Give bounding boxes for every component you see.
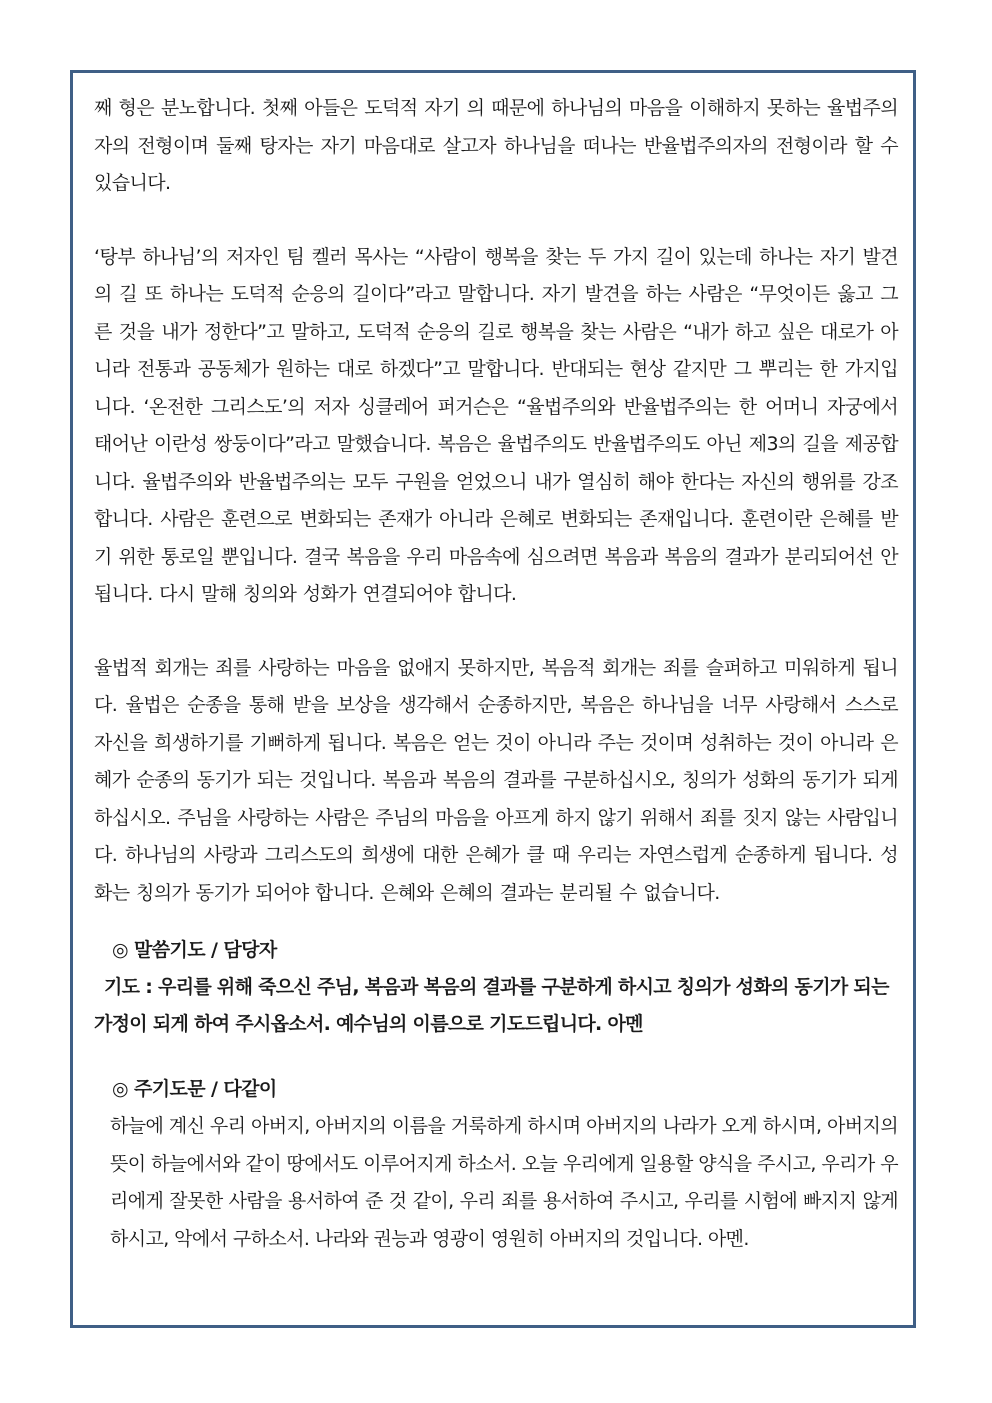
prayer-section-title: ◎ 말씀기도 / 담당자: [112, 939, 277, 961]
document-body: [94, 90, 898, 1258]
prayer-section: [94, 932, 898, 1043]
paragraph-3: 율법적 회개는 죄를 사랑하는 마음을 없애지 못하지만, 복음적 회개는 죄를 슬퍼하고 미워하게 됩니다. 율법은 순종을 통해 받을 보상을 생각해서 순종하지만, 복음은 하나님을 너무 사랑해서 스스로 자신을 희생하기를 기뻐하게 됩니다. 복음은 얻는 것이 아니라 주는 것이며 성취하는 것이 아니라 은혜가 순종의 동기가 되는 것입니다. 복음과 복음의 결과를 구분하십시오, 칭의가 성화의 동기가 되게 하십시오. 주님을 사랑하는 사람은 주님의 마음을 아프게 하지 않기 위해서 죄를 짓지 않는 사람입니다. 하나님의 사랑과 그리스도의 희생에 대한 은혜가 클 때 우리는 자연스럽게 순종하게 됩니다. 성화는 칭의가 동기가 되어야 합니다. 은혜와 은혜의 결과는 분리될 수 없습니다.: [94, 656, 898, 904]
paragraph-1: 째 형은 분노합니다. 첫째 아들은 도덕적 자기 의 때문에 하나님의 마음을 이해하지 못하는 율법주의자의 전형이며 둘째 탕자는 자기 마음대로 살고자 하나님을 떠나는 반율법주의자의 전형이라 할 수 있습니다.: [94, 97, 898, 194]
prayer-text-line-1: 기도 : 우리를 위해 죽으신 주님, 복음과 복음의 결과를 구분하게 하시고 칭의가 성화의 동기가 되는: [104, 976, 889, 998]
lords-prayer-title: ◎ 주기도문 / 다같이: [112, 1078, 277, 1100]
lords-prayer-section: [94, 1071, 898, 1258]
lords-prayer-text: 하늘에 계신 우리 아버지, 아버지의 이름을 거룩하게 하시며 아버지의 나라가 오게 하시며, 아버지의 뜻이 하늘에서와 같이 땅에서도 이루어지게 하소서. 오늘 우리에게 일용할 양식을 주시고, 우리가 우리에게 잘못한 사람을 용서하여 준 것 같이, 우리 죄를 용서하여 주시고, 우리를 시험에 빠지지 않게 하시고, 악에서 구하소서. 나라와 권능과 영광이 영원히 아버지의 것입니다. 아멘.: [110, 1115, 898, 1250]
paragraph-2: ‘탕부 하나님’의 저자인 팀 켈러 목사는 “사람이 행복을 찾는 두 가지 길이 있는데 하나는 자기 발견의 길 또 하나는 도덕적 순응의 길이다”라고 말합니다. 자기 발견을 하는 사람은 “무엇이든 옳고 그른 것을 내가 정한다”고 말하고, 도덕적 순응의 길로 행복을 찾는 사람은 “내가 하고 싶은 대로가 아니라 전통과 공동체가 원하는 대로 하겠다”고 말합니다. 반대되는 현상 같지만 그 뿌리는 한 가지입니다. ‘온전한 그리스도’의 저자 싱클레어 퍼거슨은 “율법주의와 반율법주의는 한 어머니 자궁에서 태어난 이란성 쌍둥이다”라고 말했습니다. 복음은 율법주의도 반율법주의도 아닌 제3의 길을 제공합니다. 율법주의와 반율법주의는 모두 구원을 얻었으니 내가 열심히 해야 한다는 자신의 행위를 강조합니다. 사람은 훈련으로 변화되는 존재가 아니라 은혜로 변화되는 존재입니다. 훈련이란 은혜를 받기 위한 통로일 뿐입니다. 결국 복음을 우리 마음속에 심으려면 복음과 복음의 결과가 분리되어선 안 됩니다. 다시 말해 칭의와 성화가 연결되어야 합니다.: [94, 245, 898, 605]
prayer-text-line-2: 가정이 되게 하여 주시옵소서. 예수님의 이름으로 기도드립니다. 아멘: [94, 1013, 643, 1035]
